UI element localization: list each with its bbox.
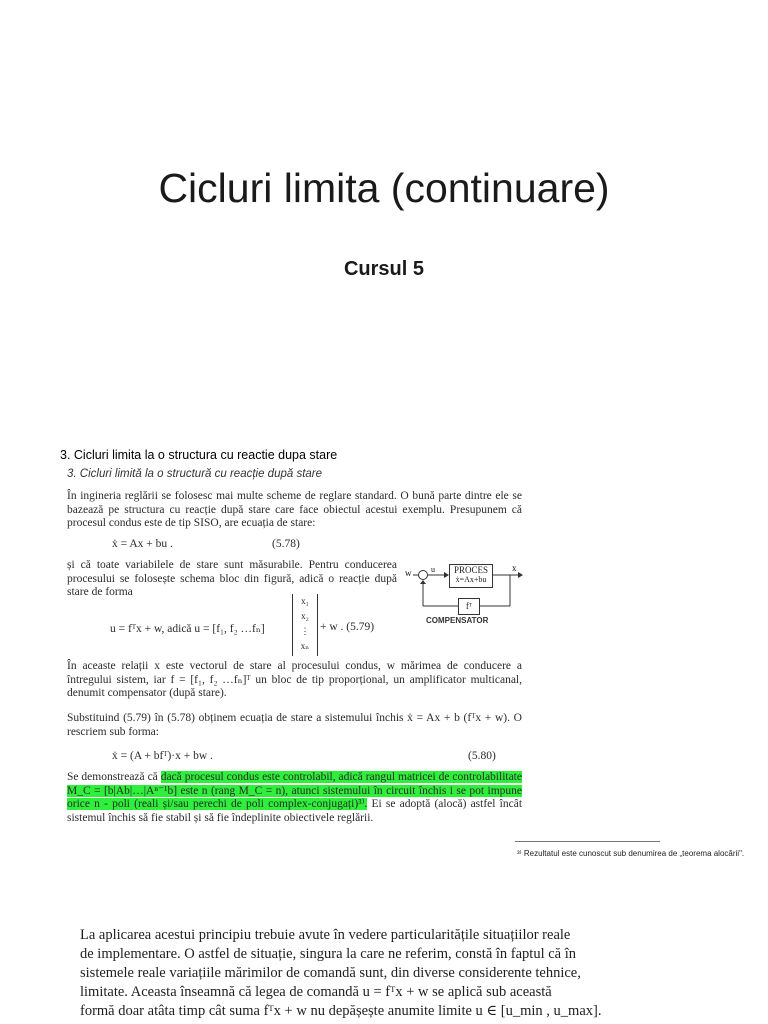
- slide-title: Cicluri limita (continuare): [158, 165, 610, 211]
- highlighted-theorem: dacă procesul condus este controlabil, adică rangul matricei de controlabilitate M_C = [b|Ab|…|Aⁿ⁻¹b] este n (rang M_C = n), atunci sistemului în circuit închis i se pot impune orice n - poli (reali și/sau perechi de poli complex-conjugați)³⁾.: [67, 771, 522, 810]
- equation-control-law: u = fᵀx + w, adică u = [f₁, f₂ …fₙ]: [110, 623, 265, 635]
- bottom-line: limitate. Aceasta înseamnă că legea de comandă u = fᵀx + w se aplică sub această: [80, 984, 552, 1000]
- equation-number: (5.80): [468, 750, 496, 762]
- footnote: ³⁾ Rezultatul este cunoscut sub denumirea de „teorema alocării".: [517, 849, 745, 858]
- paragraph-substitution: Substituind (5.79) în (5.78) obținem ecuația de stare a sistemului închis ẋ = Ax + b (fᵀx + w). O rescriem sub forma:: [67, 712, 522, 738]
- matrix-entry: ⋮: [300, 626, 310, 636]
- slide-subtitle: Cursul 5: [343, 258, 425, 280]
- scan-subheading: 3. Cicluri limită la o structură cu reacție după stare: [67, 468, 323, 480]
- bottom-line: formă doar atâta timp cât suma fᵀx + w nu depășește anumite limite u ∈ [u_min , u_max].: [80, 1003, 602, 1019]
- compensator-block: fᵀ: [458, 598, 480, 615]
- controllability-rest: Ei se adoptă (alocă) astfel încât sistemul închis să fie stabil și să fie îndeplinite obiectivele reglării.: [67, 798, 523, 824]
- bottom-line: de implementare. O astfel de situație, singura la care ne referim, constă în faptul că în: [80, 946, 577, 962]
- bottom-line: sistemele reale variațiile mărimilor de comandă sunt, din diverse considerente tehnice,: [80, 965, 581, 981]
- paragraph-intro: În ingineria reglării se folosesc mai multe scheme de reglare standard. O bună parte dintre ele se bazează pe structura cu reacție după stare care face obiectul acestui exemplu. Presupunem că procesul condus este de tip SISO, are ecuația de stare:: [67, 490, 522, 529]
- diagram-input-label: w: [405, 568, 412, 578]
- process-label: PROCES: [453, 565, 488, 575]
- matrix-entry: x₁: [301, 596, 309, 606]
- state-vector-matrix: [292, 594, 318, 656]
- matrix-entry: xₙ: [300, 641, 310, 651]
- equation-closed-loop: ẋ = (A + bfᵀ)·x + bw .: [112, 750, 213, 762]
- controllability-text: Se demonstrează că: [67, 771, 161, 783]
- compensator-caption: COMPENSATOR: [426, 616, 489, 625]
- paragraph-controllability: [67, 771, 522, 825]
- footnote-divider: [515, 841, 660, 842]
- bottom-line: La aplicarea acestui principiu trebuie avute în vedere particularitățile situațiilor reale: [80, 927, 571, 943]
- diagram-signal-label: u: [431, 565, 435, 574]
- section-heading: 3. Cicluri limita la o structura cu reactie dupa stare: [60, 448, 338, 462]
- block-diagram: [404, 560, 524, 630]
- process-equation: ẋ=Ax+bu: [455, 575, 487, 584]
- paragraph-vector: În aceaste relații x este vectorul de stare al procesului condus, w mărimea de conducere a întregului sistem, iar f = [f₁, f₂ …fₙ]ᵀ un bloc de tip proporțional, un amplificator multicanal, denumit compensator (după stare).: [67, 660, 522, 699]
- bottom-paragraph: [80, 926, 680, 1021]
- equation-control-law-tail: + w . (5.79): [320, 621, 375, 633]
- paragraph-measurable: și că toate variabilele de stare sunt măsurabile. Pentru conducerea procesului se folosește schema bloc din figură, adică o reacție după stare de forma: [67, 559, 397, 598]
- equation-number: (5.78): [272, 538, 300, 550]
- process-block: [449, 564, 493, 588]
- diagram-output-label: x: [512, 563, 517, 573]
- equation-state: ẋ = Ax + bu .: [112, 538, 173, 550]
- matrix-entry: x₂: [301, 611, 309, 621]
